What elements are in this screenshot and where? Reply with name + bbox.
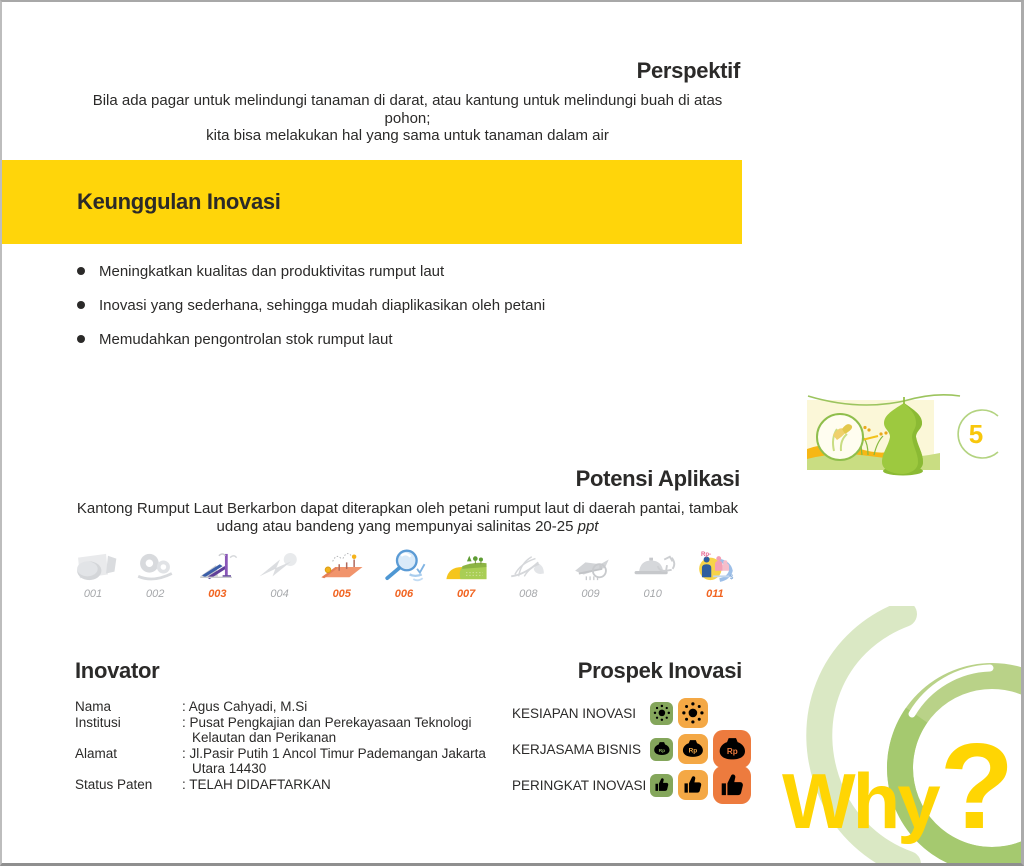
- why-text: Why: [782, 757, 938, 845]
- rating-icons: [650, 730, 751, 768]
- magnifier-icon: [376, 548, 432, 586]
- money-bag-label: Rp: [726, 746, 738, 756]
- bullet-text: Meningkatkan kualitas dan produktivitas rumput laut: [99, 263, 445, 280]
- rating-icons: [650, 766, 751, 804]
- bullet-dot-icon: [77, 267, 85, 275]
- economy-people-icon: [687, 548, 743, 586]
- coastal-landscape-icon: [438, 548, 494, 586]
- prospek-title: Prospek Inovasi: [577, 658, 742, 683]
- bullet-text: Inovasi yang sederhana, sehingga mudah diaplikasikan oleh petani: [99, 297, 546, 314]
- app-icon-number: 009: [581, 588, 600, 600]
- field-value: : TELAH DIDAFTARKAN: [182, 776, 331, 792]
- app-icon-number: 010: [643, 588, 662, 600]
- potensi-text: [75, 500, 740, 535]
- app-icon-007-coast: [437, 548, 495, 600]
- app-icon-number: 006: [394, 588, 414, 600]
- app-icon-number: 003: [208, 588, 227, 600]
- money-bag-rating-icon: [650, 738, 673, 761]
- page-number-badge: [946, 404, 1006, 464]
- app-icon-008-fiber: [499, 548, 557, 600]
- perspektif-text: [75, 92, 740, 145]
- money-bag-rating-icon: [678, 734, 708, 764]
- why-graphic: [782, 718, 1015, 854]
- inovator-title: Inovator: [75, 658, 160, 683]
- field-value: : Jl.Pasir Putih 1 Ancol Timur Pademangan Jakarta Utara 14430: [182, 745, 486, 776]
- perspektif-title: Perspektif: [636, 58, 740, 83]
- prospek-ratings: [512, 695, 772, 803]
- inovator-row-nama: [75, 699, 505, 715]
- app-icon-005-field: [313, 548, 371, 600]
- planting-field-icon: [314, 548, 370, 586]
- inovator-row-institusi: [75, 715, 505, 746]
- gears-icon: [127, 548, 183, 586]
- rating-label: PERINGKAT INOVASI: [512, 777, 647, 793]
- potensi-line-1: Kantong Rumput Laut Berkarbon dapat diterapkan oleh petani rumput laut di daerah pantai, tambak: [76, 500, 739, 517]
- keunggulan-banner: [0, 160, 742, 244]
- potensi-line-2-text: udang atau bandeng yang mempunyai salinitas 20-25: [216, 517, 578, 535]
- money-bag-label: Rp: [658, 748, 665, 754]
- rating-label: KESIAPAN INOVASI: [512, 705, 637, 721]
- app-icon-number: 004: [270, 588, 289, 600]
- bullet-item: [75, 331, 715, 348]
- app-icon-004-energy: [251, 548, 309, 600]
- potensi-line-2: [75, 518, 740, 536]
- bullet-dot-icon: [77, 335, 85, 343]
- keunggulan-title: Keunggulan Inovasi: [77, 189, 281, 214]
- harvest-machine-icon: [563, 548, 619, 586]
- perspektif-line-1: Bila ada pagar untuk melindungi tanaman di darat, atau kantung untuk melindungi buah di atas pohon;: [92, 92, 723, 127]
- prospek-row-peringkat: [512, 767, 772, 803]
- inovator-row-status-paten: [75, 777, 505, 793]
- app-icon-003-factory: [188, 548, 246, 600]
- field-label: Institusi: [75, 714, 121, 730]
- field-value: : Agus Cahyadi, M.Si: [182, 699, 308, 714]
- money-bag-rating-icon: [713, 730, 751, 768]
- app-icon-number: 007: [456, 588, 476, 600]
- dollar-label: $: [729, 575, 734, 582]
- thumbs-up-rating-icon: [713, 766, 751, 804]
- factory-icon: [189, 548, 245, 586]
- inovator-details: [75, 699, 505, 792]
- app-icon-number: 008: [519, 588, 538, 600]
- bullet-item: [75, 263, 715, 280]
- prospek-row-kerjasama: [512, 731, 772, 767]
- rating-icons: [650, 698, 708, 728]
- energy-swoosh-icon: [252, 548, 308, 586]
- potensi-title: Potensi Aplikasi: [575, 466, 740, 491]
- app-icon-010-helmet: [624, 548, 682, 600]
- prospek-row-kesiapan: [512, 695, 772, 731]
- app-icon-number: 001: [83, 588, 103, 600]
- keunggulan-bullet-list: [75, 263, 715, 365]
- app-icon-011-economy: [686, 548, 744, 600]
- app-icon-number: 002: [146, 588, 165, 600]
- plant-fiber-icon: [500, 548, 556, 586]
- app-icon-number: 005: [332, 588, 351, 600]
- field-value: : Pusat Pengkajian dan Perekayasaan Teknologi Kelautan dan Perikanan: [182, 714, 472, 745]
- app-icon-006-magnifier: [375, 548, 433, 600]
- rp-label: Rp-: [700, 551, 711, 558]
- bullet-item: [75, 297, 715, 314]
- field-label: Alamat: [75, 745, 118, 761]
- thumbs-up-rating-icon: [650, 774, 673, 797]
- app-icon-number: 011: [706, 588, 724, 600]
- potensi-ppt-unit: ppt: [577, 517, 599, 535]
- rating-label: KERJASAMA BISNIS: [512, 741, 642, 757]
- seaweed-bag-illustration: [800, 383, 965, 485]
- sun-rating-icon: [650, 702, 673, 725]
- sun-rating-icon: [678, 698, 708, 728]
- why-question-mark: ?: [939, 718, 1015, 854]
- app-icon-001-raw-material: [64, 548, 122, 600]
- money-bag-label: Rp: [688, 747, 698, 755]
- bullet-text: Memudahkan pengontrolan stok rumput laut: [99, 331, 393, 348]
- app-icon-002-machinery: [126, 548, 184, 600]
- inovator-row-alamat: [75, 746, 505, 777]
- raw-material-icon: [65, 548, 121, 586]
- application-icon-strip: [64, 548, 744, 600]
- app-icon-009-machine: [562, 548, 620, 600]
- thumbs-up-rating-icon: [678, 770, 708, 800]
- page-number: 5: [968, 419, 984, 449]
- perspektif-line-2: kita bisa melakukan hal yang sama untuk tanaman dalam air: [206, 127, 609, 144]
- field-label: Nama: [75, 699, 112, 714]
- helmet-recycle-icon: [625, 548, 681, 586]
- field-label: Status Paten: [75, 776, 153, 792]
- bullet-dot-icon: [77, 301, 85, 309]
